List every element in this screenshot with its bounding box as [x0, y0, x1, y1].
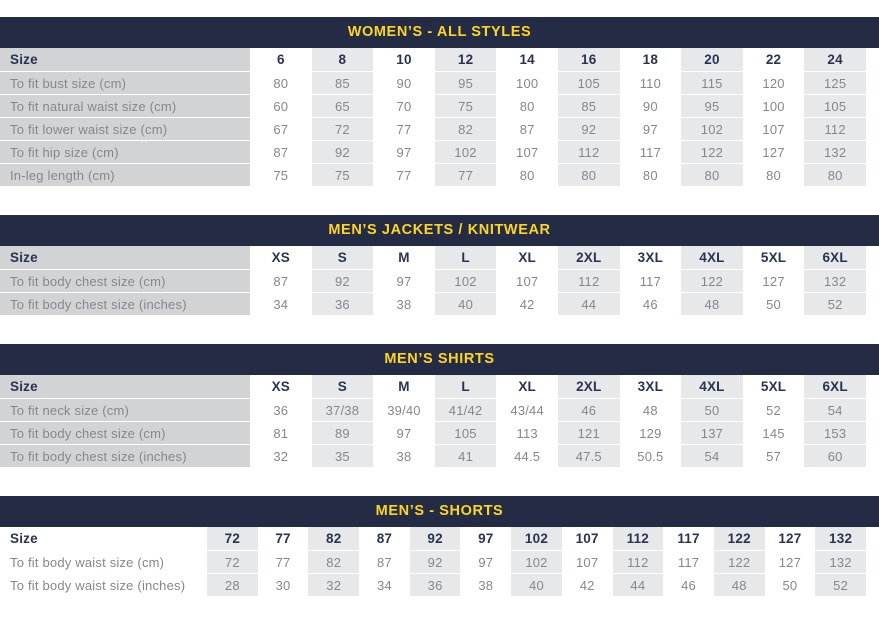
value-cell: 77: [258, 551, 309, 574]
value-cell: 35: [312, 445, 374, 468]
value-cell: 95: [681, 95, 743, 118]
value-cell: 87: [496, 118, 558, 141]
value-cell: 97: [373, 422, 435, 445]
value-cell: 77: [373, 164, 435, 187]
row-label: To fit body chest size (cm): [0, 422, 250, 445]
value-cell: 120: [743, 72, 805, 95]
value-cell: 100: [496, 72, 558, 95]
value-cell: 72: [207, 551, 258, 574]
size-column-header: 5XL: [743, 375, 805, 399]
size-column-header: 2XL: [558, 246, 620, 270]
value-cell: 80: [558, 164, 620, 187]
table-row: [0, 574, 866, 597]
value-cell: 92: [312, 141, 374, 164]
value-cell: 46: [620, 293, 682, 316]
value-cell: 127: [765, 551, 816, 574]
value-cell: 75: [250, 164, 312, 187]
value-cell: 72: [312, 118, 374, 141]
size-column-header: XL: [496, 375, 558, 399]
value-cell: 60: [804, 445, 866, 468]
value-cell: 75: [312, 164, 374, 187]
value-cell: 65: [312, 95, 374, 118]
value-cell: 113: [496, 422, 558, 445]
value-cell: 82: [435, 118, 497, 141]
value-cell: 36: [250, 399, 312, 422]
value-cell: 60: [250, 95, 312, 118]
value-cell: 34: [250, 293, 312, 316]
mens-shorts-grid: [0, 527, 866, 597]
size-header-label: Size: [0, 375, 250, 399]
value-cell: 41/42: [435, 399, 497, 422]
value-cell: 38: [373, 293, 435, 316]
size-column-header: XS: [250, 375, 312, 399]
value-cell: 137: [681, 422, 743, 445]
value-cell: 52: [804, 293, 866, 316]
size-column-header: 97: [460, 527, 511, 551]
value-cell: 50: [681, 399, 743, 422]
value-cell: 90: [373, 72, 435, 95]
row-label: In-leg length (cm): [0, 164, 250, 187]
size-column-header: S: [312, 375, 374, 399]
table-row: [0, 293, 866, 316]
value-cell: 117: [620, 270, 682, 293]
value-cell: 117: [620, 141, 682, 164]
value-cell: 85: [558, 95, 620, 118]
value-cell: 40: [435, 293, 497, 316]
value-cell: 87: [250, 270, 312, 293]
table-row: [0, 399, 866, 422]
row-label: To fit lower waist size (cm): [0, 118, 250, 141]
value-cell: 122: [681, 270, 743, 293]
size-column-header: 6XL: [804, 246, 866, 270]
value-cell: 52: [815, 574, 866, 597]
value-cell: 100: [743, 95, 805, 118]
value-cell: 80: [681, 164, 743, 187]
value-cell: 112: [613, 551, 664, 574]
value-cell: 48: [620, 399, 682, 422]
value-cell: 115: [681, 72, 743, 95]
mens-jackets-knitwear-title: MEN’S JACKETS / KNITWEAR: [0, 215, 879, 246]
value-cell: 95: [435, 72, 497, 95]
value-cell: 36: [410, 574, 461, 597]
row-label: To fit hip size (cm): [0, 141, 250, 164]
value-cell: 54: [804, 399, 866, 422]
value-cell: 80: [620, 164, 682, 187]
size-column-header: XS: [250, 246, 312, 270]
value-cell: 102: [681, 118, 743, 141]
size-header-label: Size: [0, 246, 250, 270]
value-cell: 127: [743, 270, 805, 293]
value-cell: 36: [312, 293, 374, 316]
size-column-header: 87: [359, 527, 410, 551]
value-cell: 80: [496, 95, 558, 118]
mens-jackets-knitwear-grid: [0, 246, 866, 316]
row-label: To fit neck size (cm): [0, 399, 250, 422]
size-column-header: 22: [743, 48, 805, 72]
value-cell: 117: [663, 551, 714, 574]
value-cell: 132: [815, 551, 866, 574]
size-column-header: L: [435, 246, 497, 270]
value-cell: 30: [258, 574, 309, 597]
value-cell: 82: [308, 551, 359, 574]
row-label: To fit body chest size (inches): [0, 445, 250, 468]
row-label: To fit body waist size (cm): [0, 551, 207, 574]
size-column-header: 107: [562, 527, 613, 551]
value-cell: 39/40: [373, 399, 435, 422]
size-header-row: [0, 48, 866, 72]
value-cell: 125: [804, 72, 866, 95]
value-cell: 92: [312, 270, 374, 293]
value-cell: 41: [435, 445, 497, 468]
value-cell: 50.5: [620, 445, 682, 468]
value-cell: 127: [743, 141, 805, 164]
row-label: To fit body chest size (cm): [0, 270, 250, 293]
value-cell: 57: [743, 445, 805, 468]
size-header-row: [0, 527, 866, 551]
value-cell: 122: [714, 551, 765, 574]
size-column-header: 3XL: [620, 375, 682, 399]
value-cell: 85: [312, 72, 374, 95]
size-column-header: 18: [620, 48, 682, 72]
table-row: [0, 445, 866, 468]
table-row: [0, 118, 866, 141]
value-cell: 87: [359, 551, 410, 574]
value-cell: 129: [620, 422, 682, 445]
value-cell: 52: [743, 399, 805, 422]
table-row: [0, 270, 866, 293]
size-column-header: 82: [308, 527, 359, 551]
size-column-header: M: [373, 246, 435, 270]
size-column-header: 77: [258, 527, 309, 551]
value-cell: 42: [562, 574, 613, 597]
value-cell: 107: [743, 118, 805, 141]
value-cell: 105: [558, 72, 620, 95]
value-cell: 97: [460, 551, 511, 574]
value-cell: 67: [250, 118, 312, 141]
value-cell: 46: [558, 399, 620, 422]
table-row: [0, 422, 866, 445]
size-column-header: 5XL: [743, 246, 805, 270]
value-cell: 132: [804, 141, 866, 164]
value-cell: 80: [496, 164, 558, 187]
value-cell: 32: [250, 445, 312, 468]
value-cell: 89: [312, 422, 374, 445]
size-column-header: 3XL: [620, 246, 682, 270]
value-cell: 132: [804, 270, 866, 293]
mens-jackets-knitwear-table: [0, 215, 879, 316]
value-cell: 47.5: [558, 445, 620, 468]
value-cell: 44.5: [496, 445, 558, 468]
size-column-header: 92: [410, 527, 461, 551]
value-cell: 153: [804, 422, 866, 445]
size-column-header: 20: [681, 48, 743, 72]
size-column-header: L: [435, 375, 497, 399]
value-cell: 81: [250, 422, 312, 445]
value-cell: 105: [804, 95, 866, 118]
size-column-header: 132: [815, 527, 866, 551]
value-cell: 107: [562, 551, 613, 574]
value-cell: 97: [373, 141, 435, 164]
size-column-header: 2XL: [558, 375, 620, 399]
mens-shorts-table: [0, 496, 879, 597]
size-column-header: 4XL: [681, 375, 743, 399]
womens-all-styles-table: [0, 17, 879, 187]
value-cell: 48: [714, 574, 765, 597]
size-column-header: 117: [663, 527, 714, 551]
value-cell: 102: [435, 270, 497, 293]
size-column-header: 24: [804, 48, 866, 72]
row-label: To fit bust size (cm): [0, 72, 250, 95]
value-cell: 112: [558, 270, 620, 293]
value-cell: 50: [765, 574, 816, 597]
value-cell: 145: [743, 422, 805, 445]
size-header-row: [0, 375, 866, 399]
size-column-header: 14: [496, 48, 558, 72]
size-header-row: [0, 246, 866, 270]
mens-shirts-grid: [0, 375, 866, 468]
size-column-header: XL: [496, 246, 558, 270]
value-cell: 44: [613, 574, 664, 597]
value-cell: 122: [681, 141, 743, 164]
value-cell: 42: [496, 293, 558, 316]
mens-shorts-title: MEN’S - SHORTS: [0, 496, 879, 527]
value-cell: 92: [410, 551, 461, 574]
mens-shirts-title: MEN’S SHIRTS: [0, 344, 879, 375]
value-cell: 44: [558, 293, 620, 316]
value-cell: 43/44: [496, 399, 558, 422]
size-column-header: M: [373, 375, 435, 399]
row-label: To fit body waist size (inches): [0, 574, 207, 597]
value-cell: 77: [373, 118, 435, 141]
value-cell: 75: [435, 95, 497, 118]
value-cell: 112: [558, 141, 620, 164]
table-row: [0, 95, 866, 118]
size-column-header: 4XL: [681, 246, 743, 270]
size-column-header: 8: [312, 48, 374, 72]
size-header-label: Size: [0, 527, 207, 551]
value-cell: 54: [681, 445, 743, 468]
size-column-header: 72: [207, 527, 258, 551]
size-column-header: 122: [714, 527, 765, 551]
value-cell: 80: [804, 164, 866, 187]
value-cell: 107: [496, 141, 558, 164]
value-cell: 102: [511, 551, 562, 574]
size-column-header: 102: [511, 527, 562, 551]
size-column-header: 10: [373, 48, 435, 72]
value-cell: 92: [558, 118, 620, 141]
row-label: To fit natural waist size (cm): [0, 95, 250, 118]
row-label: To fit body chest size (inches): [0, 293, 250, 316]
table-row: [0, 551, 866, 574]
value-cell: 40: [511, 574, 562, 597]
value-cell: 28: [207, 574, 258, 597]
value-cell: 37/38: [312, 399, 374, 422]
value-cell: 34: [359, 574, 410, 597]
size-column-header: 16: [558, 48, 620, 72]
value-cell: 77: [435, 164, 497, 187]
value-cell: 97: [373, 270, 435, 293]
value-cell: 110: [620, 72, 682, 95]
value-cell: 50: [743, 293, 805, 316]
table-row: [0, 72, 866, 95]
womens-all-styles-grid: [0, 48, 866, 187]
value-cell: 121: [558, 422, 620, 445]
size-column-header: 6: [250, 48, 312, 72]
size-header-label: Size: [0, 48, 250, 72]
womens-all-styles-title: WOMEN’S - ALL STYLES: [0, 17, 879, 48]
value-cell: 48: [681, 293, 743, 316]
value-cell: 90: [620, 95, 682, 118]
value-cell: 38: [460, 574, 511, 597]
size-column-header: 12: [435, 48, 497, 72]
value-cell: 102: [435, 141, 497, 164]
value-cell: 46: [663, 574, 714, 597]
size-column-header: 127: [765, 527, 816, 551]
mens-shirts-table: [0, 344, 879, 468]
value-cell: 32: [308, 574, 359, 597]
size-column-header: 112: [613, 527, 664, 551]
size-column-header: 6XL: [804, 375, 866, 399]
value-cell: 87: [250, 141, 312, 164]
value-cell: 107: [496, 270, 558, 293]
size-column-header: S: [312, 246, 374, 270]
value-cell: 38: [373, 445, 435, 468]
table-row: [0, 164, 866, 187]
value-cell: 70: [373, 95, 435, 118]
table-row: [0, 141, 866, 164]
value-cell: 112: [804, 118, 866, 141]
value-cell: 97: [620, 118, 682, 141]
value-cell: 105: [435, 422, 497, 445]
value-cell: 80: [743, 164, 805, 187]
value-cell: 80: [250, 72, 312, 95]
